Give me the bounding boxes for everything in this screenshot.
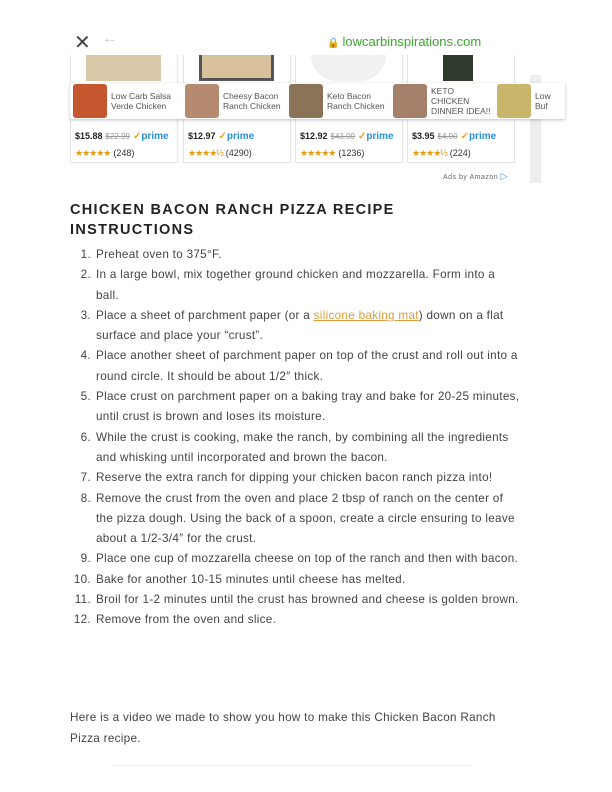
step-text: Remove from the oven and slice. — [96, 613, 277, 627]
instruction-step — [70, 306, 520, 347]
step-text: Bake for another 10-15 minutes until cheese has melted. — [96, 572, 406, 586]
instruction-step — [70, 265, 520, 306]
step-number: 9. — [80, 552, 91, 566]
recommended-title: KETO CHICKEN DINNER IDEA!! — [431, 86, 491, 116]
recommended-title: Cheesy Bacon Ranch Chicken — [223, 91, 281, 111]
recommended-item[interactable] — [185, 84, 285, 118]
prime-badge: ✓prime — [133, 131, 169, 142]
silicone-baking-mat-link[interactable]: silicone baking mat — [313, 308, 419, 322]
price: $12.97 ✓prime — [188, 131, 255, 142]
back-arrow-icon[interactable]: ← — [102, 30, 118, 47]
thumbnail — [497, 84, 531, 118]
rating: ★★★★★ (248) — [75, 148, 135, 158]
instruction-step — [70, 610, 520, 630]
instruction-step — [70, 590, 520, 610]
step-number: 8. — [80, 491, 91, 505]
step-text: While the crust is cooking, make the ranch, by combining all the ingredients and whisking until incorporated and brown the bacon. — [96, 430, 509, 464]
instructions-list — [70, 245, 520, 631]
ads-by-label: Ads by Amazon — [443, 174, 499, 181]
step-text: Preheat oven to 375°F. — [96, 248, 222, 261]
step-text: Reserve the extra ranch for dipping your chicken bacon ranch pizza into! — [96, 471, 493, 485]
product-image — [199, 55, 274, 81]
recommended-title: Low Carb Salsa Verde Chicken — [111, 91, 172, 111]
step-number: 2. — [80, 268, 91, 282]
thumbnail — [289, 84, 323, 118]
step-text: Place crust on parchment paper on a baking tray and bake for 20-25 minutes, until crust is brown and loses its moisture. — [96, 390, 520, 424]
price: $3.95 $4.00 ✓prime — [412, 131, 497, 142]
instruction-step — [70, 428, 520, 469]
recommended-title: Low Buf — [535, 91, 551, 111]
recommended-item[interactable] — [73, 84, 173, 118]
step-number: 12. — [73, 613, 91, 627]
price: $12.92 $43.00 ✓prime — [300, 131, 394, 142]
step-text: Place a sheet of parchment paper (or a — [96, 308, 314, 322]
amazon-ads — [70, 55, 551, 185]
recommended-item[interactable] — [497, 84, 559, 118]
product-image — [443, 55, 473, 81]
url-text: lowcarbinspirations.com — [342, 34, 482, 49]
thumbnail — [393, 84, 427, 118]
divider — [112, 765, 472, 766]
instruction-step — [70, 245, 520, 265]
price: $15.88 $22.99 ✓prime — [75, 131, 169, 142]
step-number: 11. — [74, 593, 91, 607]
step-text: Place another sheet of parchment paper on top of the crust and roll out into a round circle. It should be about 1/2″ thick. — [96, 349, 518, 383]
recipe-heading: CHICKEN BACON RANCH PIZZA RECIPE INSTRUCTIONS — [70, 202, 395, 238]
video-intro: Here is a video we made to show you how to make this Chicken Bacon Ranch Pizza recipe. — [70, 711, 496, 745]
adchoices-icon: ▷ — [500, 171, 509, 181]
step-number: 5. — [80, 390, 91, 404]
step-text: Remove the crust from the oven and place 2 tbsp of ranch on the center of the pizza dough. Using the back of a spoon, create a circle ensuring to leave about a 1/2-3/4″ for the crust. — [96, 491, 515, 546]
prime-badge: ✓prime — [358, 131, 394, 142]
prime-badge: ✓prime — [460, 131, 497, 142]
step-text: Broil for 1-2 minutes until the crust has browned and cheese is golden brown. — [96, 593, 519, 607]
product-image — [311, 55, 386, 81]
instruction-step — [70, 387, 520, 428]
prime-badge: ✓prime — [218, 131, 255, 142]
step-text: Place one cup of mozzarella cheese on top of the ranch and then with bacon. — [96, 552, 519, 566]
instruction-step — [70, 346, 520, 387]
product-image — [86, 55, 161, 81]
recommended-title: Keto Bacon Ranch Chicken — [327, 91, 385, 111]
instruction-step — [70, 468, 520, 488]
url-bar[interactable] — [327, 34, 481, 49]
instruction-step — [70, 570, 520, 590]
rating: ★★★★★ (1236) — [300, 148, 365, 158]
browser-toolbar — [0, 28, 612, 56]
step-number: 3. — [80, 308, 91, 322]
step-number: 6. — [80, 430, 91, 444]
thumbnail — [185, 84, 219, 118]
step-text: ) down on a flat surface and place your “crust”. — [96, 308, 504, 343]
step-number: 4. — [80, 349, 91, 363]
step-text: In a large bowl, mix together ground chicken and mozzarella. Form into a ball. — [96, 268, 496, 302]
step-number: 1. — [80, 248, 91, 261]
close-icon[interactable]: ✕ — [74, 32, 91, 54]
recommended-strip — [70, 83, 565, 119]
recommended-item[interactable] — [289, 84, 389, 118]
instruction-step — [70, 489, 520, 550]
step-number: 7. — [80, 471, 91, 485]
instruction-step — [70, 549, 520, 569]
lock-icon: 🔒 — [327, 38, 340, 49]
rating: ★★★★½ (224) — [412, 148, 471, 158]
thumbnail — [73, 84, 107, 118]
step-number: 10. — [73, 572, 91, 586]
recommended-item[interactable] — [393, 84, 493, 118]
rating: ★★★★½ (4290) — [188, 148, 252, 158]
